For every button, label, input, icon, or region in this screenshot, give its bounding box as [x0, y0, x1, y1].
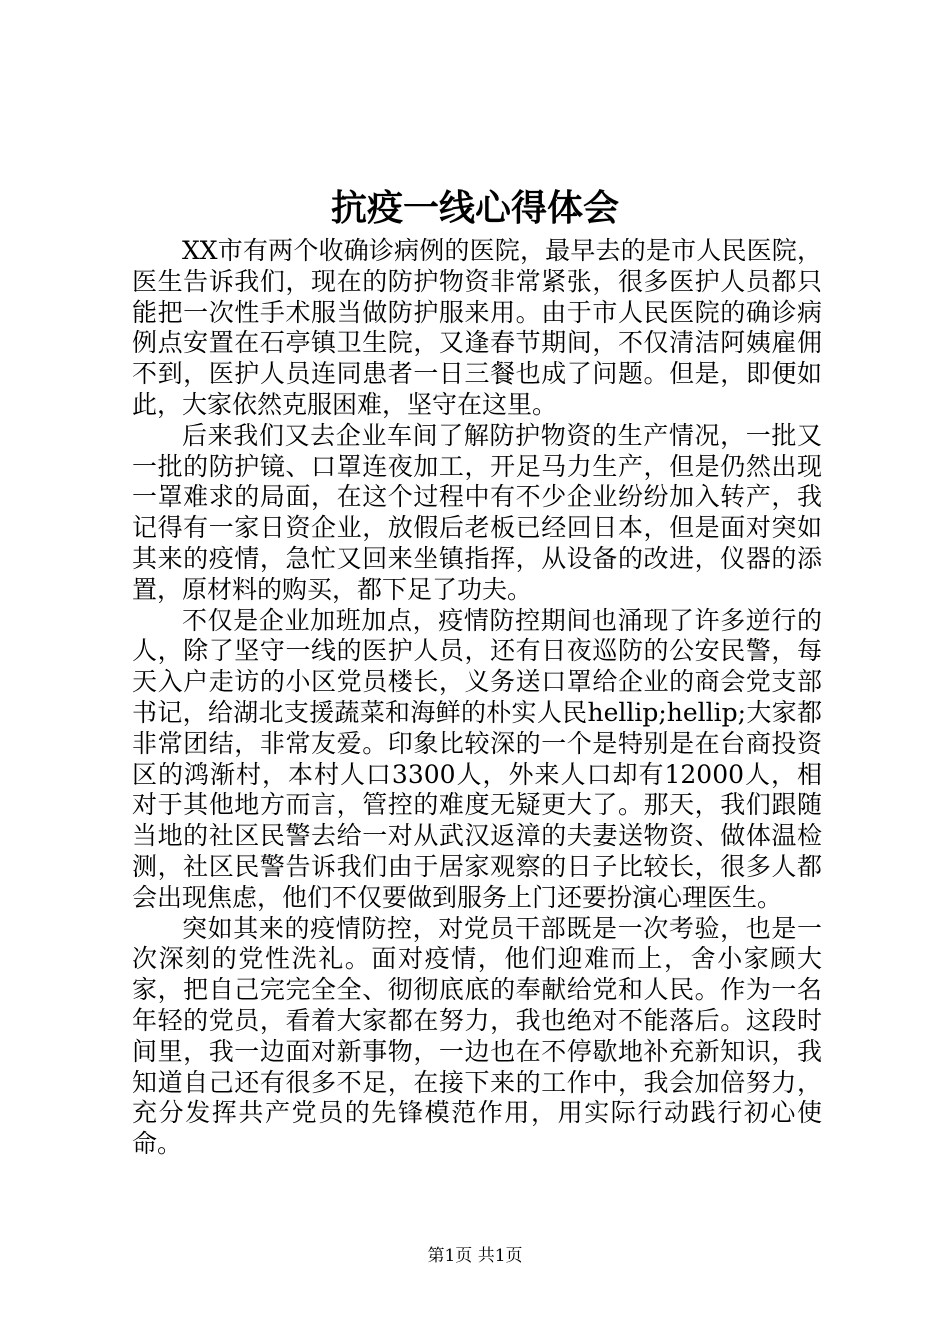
paragraph-2: 后来我们又去企业车间了解防护物资的生产情况，一批又一批的防护镜、口罩连夜加工，开足马力生产，但是仍然出现一罩难求的局面，在这个过程中有不少企业纷纷加入转产，我记得有一家日资企业，放假后老板已经回日本，但是面对突如其来的疫情，急忙又回来坐镇指挥，从设备的改进，仪器的添置，原材料的购买，都下足了功夫。	[132, 420, 822, 604]
paragraph-4: 突如其来的疫情防控，对党员干部既是一次考验，也是一次深刻的党性洗礼。面对疫情，他们迎难而上，舍小家顾大家，把自己完完全全、彻彻底底的奉献给党和人民。作为一名年轻的党员，看着大家都在努力，我也绝对不能落后。这段时间里，我一边面对新事物，一边也在不停歇地补充新知识，我知道自己还有很多不足，在接下来的工作中，我会加倍努力，充分发挥共产党员的先锋模范作用，用实际行动践行初心使命。	[132, 913, 822, 1159]
page-title: 抗疫一线心得体会	[330, 187, 619, 229]
paragraph-3: 不仅是企业加班加点，疫情防控期间也涌现了许多逆行的人，除了坚守一线的医护人员，还有日夜巡防的公安民警，每天入户走访的小区党员楼长，义务送口罩给企业的商会党支部书记，给湖北支援蔬菜和海鲜的朴实人民hellip;hellip;大家都非常团结，非常友爱。印象比较深的一个是特别是在台商投资区的鸿渐村，本村人口3300人，外来人口却有12000人，相对于其他地方而言，管控的难度无疑更大了。那天，我们跟随当地的社区民警去给一对从武汉返漳的夫妻送物资、做体温检测，社区民警告诉我们由于居家观察的日子比较长，很多人都会出现焦虑，他们不仅要做到服务上门还要扮演心理医生。	[132, 605, 822, 912]
page-number-footer: 第1页 共1页	[427, 1246, 523, 1266]
paragraph-1: XX市有两个收确诊病例的医院，最早去的是市人民医院，医生告诉我们，现在的防护物资非常紧张，很多医护人员都只能把一次性手术服当做防护服来用。由于市人民医院的确诊病例点安置在石亭镇卫生院，又逢春节期间，不仅清洁阿姨雇佣不到，医护人员连同患者一日三餐也成了问题。但是，即便如此，大家依然克服困难，坚守在这里。	[132, 236, 822, 419]
document-body	[132, 236, 822, 1160]
